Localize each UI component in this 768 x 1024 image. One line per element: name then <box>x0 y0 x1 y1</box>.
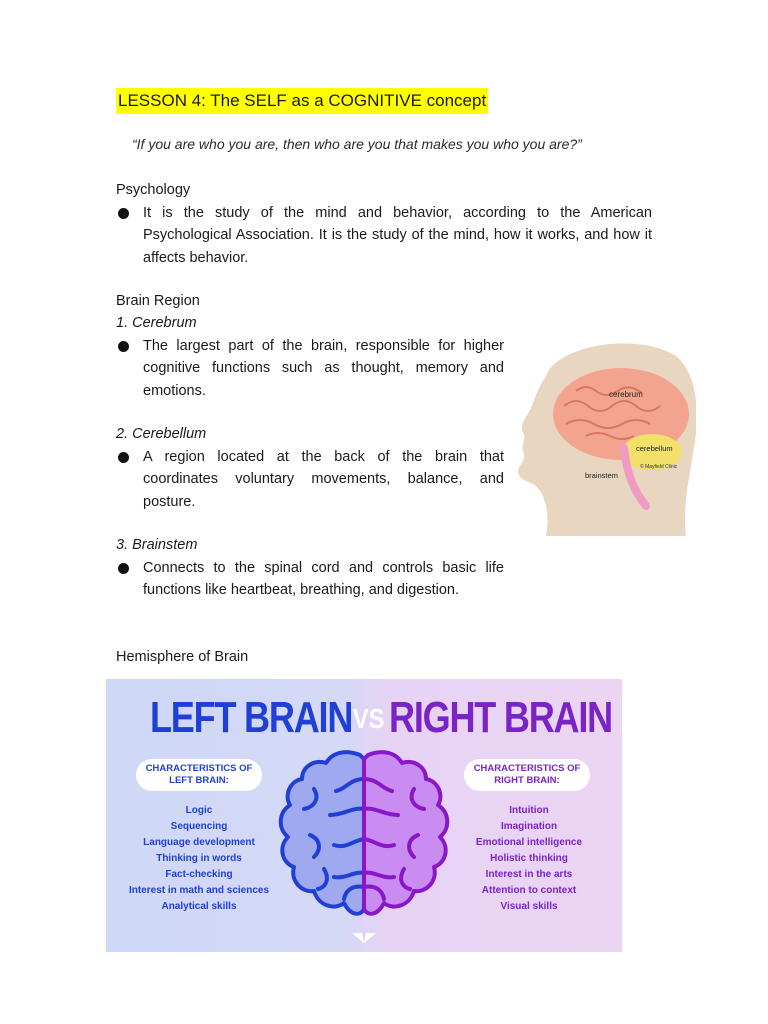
cerebrum-title: 1. Cerebrum <box>116 315 197 331</box>
right-traits-list <box>444 803 614 915</box>
cerebrum-bullet <box>116 335 506 403</box>
cerebrum-label: cerebrum <box>609 390 643 399</box>
left-trait: Logic <box>185 805 213 816</box>
left-brain-title: LEFT BRAIN <box>150 693 353 742</box>
brainstem-bullet <box>116 557 506 603</box>
brain-anatomy-figure <box>516 336 696 536</box>
left-trait: Thinking in words <box>156 853 242 864</box>
bullet-icon <box>118 563 129 574</box>
brainstem-label: brainstem <box>585 471 618 480</box>
right-brain-title: RIGHT BRAIN <box>389 693 612 742</box>
right-trait: Emotional intelligence <box>475 837 583 848</box>
left-traits-list <box>114 803 284 915</box>
hemisphere-heading: Hemisphere of Brain <box>116 649 249 665</box>
cerebellum-bullet <box>116 446 506 514</box>
right-trait: Attention to context <box>481 885 577 896</box>
cerebellum-text: A region located at the back of the brain that coordinates voluntary movements, balance, and posture. <box>143 449 504 510</box>
psychology-bullet <box>116 202 652 270</box>
left-characteristics-pill: CHARACTERISTICS OF LEFT BRAIN: <box>136 759 262 791</box>
lesson-quote: “If you are who you are, then who are you that makes you who you are?” <box>132 136 582 152</box>
bullet-icon <box>118 208 129 219</box>
psychology-text: It is the study of the mind and behavior, according to the American Psychological Association. It is the study of the mind, how it works, and how it affects behavior. <box>143 205 652 266</box>
vs-label: VS <box>352 703 385 734</box>
left-trait: Interest in math and sciences <box>128 885 270 896</box>
brainstem-title: 3. Brainstem <box>116 537 198 553</box>
brain-region-heading: Brain Region <box>116 293 200 309</box>
lesson-title: LESSON 4: The SELF as a COGNITIVE concept <box>116 88 488 114</box>
left-trait: Language development <box>143 837 255 848</box>
left-trait: Analytical skills <box>161 901 237 912</box>
cerebrum-text: The largest part of the brain, responsible for higher cognitive functions such as thought, memory and emotions. <box>143 338 504 399</box>
left-trait: Sequencing <box>170 821 228 832</box>
bullet-icon <box>118 341 129 352</box>
bullet-icon <box>118 452 129 463</box>
cerebellum-title: 2. Cerebellum <box>116 426 207 442</box>
right-trait: Interest in the arts <box>485 869 573 880</box>
right-trait: Imagination <box>500 821 558 832</box>
left-trait: Fact-checking <box>165 869 233 880</box>
right-characteristics-pill: CHARACTERISTICS OF RIGHT BRAIN: <box>464 759 590 791</box>
publisher-logo-icon <box>350 931 378 945</box>
right-trait: Holistic thinking <box>490 853 568 864</box>
cerebellum-label: cerebellum <box>636 444 673 453</box>
left-right-brain-infographic <box>106 679 622 952</box>
right-trait: Visual skills <box>500 901 558 912</box>
two-hemisphere-brain-icon <box>274 749 454 927</box>
psychology-heading: Psychology <box>116 182 191 198</box>
right-trait: Intuition <box>509 805 549 816</box>
credit-label: © Mayfield Clinic <box>640 464 678 470</box>
brainstem-text: Connects to the spinal cord and controls basic life functions like heartbeat, breathing, and digestion. <box>143 560 504 599</box>
